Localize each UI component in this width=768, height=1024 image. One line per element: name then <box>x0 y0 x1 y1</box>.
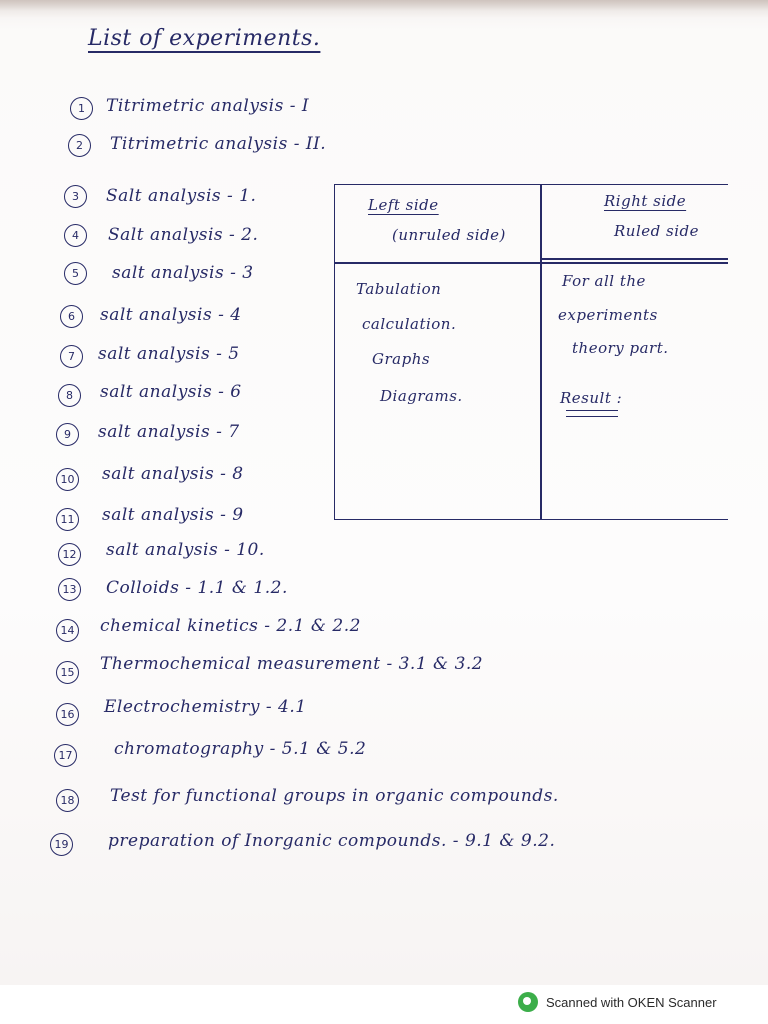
experiment-1: Titrimetric analysis - I <box>106 96 310 116</box>
experiment-13: Colloids - 1.1 & 1.2. <box>106 578 288 598</box>
left-item-calculation: calculation. <box>362 315 457 333</box>
scanner-watermark-text: Scanned with OKEN Scanner <box>546 994 717 1010</box>
experiment-18: Test for functional groups in organic compounds. <box>110 786 559 806</box>
item-number-18: 18 <box>56 789 79 812</box>
item-number-7: 7 <box>60 345 83 368</box>
right-line-2: experiments <box>558 306 658 324</box>
experiment-4: Salt analysis - 2. <box>108 225 259 245</box>
experiment-5: salt analysis - 3 <box>112 263 254 283</box>
experiment-7: salt analysis - 5 <box>98 344 240 364</box>
experiment-3: Salt analysis - 1. <box>106 186 257 206</box>
right-line-1: For all the <box>562 272 646 290</box>
experiment-8: salt analysis - 6 <box>100 382 242 402</box>
experiment-12: salt analysis - 10. <box>106 540 265 560</box>
table-left-header: Left side <box>368 196 439 214</box>
item-number-12: 12 <box>58 543 81 566</box>
left-item-tabulation: Tabulation <box>356 280 442 298</box>
scanner-watermark <box>518 991 717 1013</box>
experiment-16: Electrochemistry - 4.1 <box>104 697 307 717</box>
experiment-19: preparation of Inorganic compounds. - 9.1 & 9.2. <box>108 831 556 851</box>
item-number-3: 3 <box>64 185 87 208</box>
experiment-14: chemical kinetics - 2.1 & 2.2 <box>100 616 361 636</box>
oken-scanner-logo-icon <box>518 992 538 1012</box>
item-number-9: 9 <box>56 423 79 446</box>
table-left-subheader: (unruled side) <box>392 226 506 244</box>
table-header-underline <box>540 258 728 260</box>
item-number-13: 13 <box>58 578 81 601</box>
item-number-11: 11 <box>56 508 79 531</box>
item-number-5: 5 <box>64 262 87 285</box>
item-number-19: 19 <box>50 833 73 856</box>
experiment-17: chromatography - 5.1 & 5.2 <box>114 739 367 759</box>
item-number-8: 8 <box>58 384 81 407</box>
table-right-subheader: Ruled side <box>614 222 699 240</box>
experiment-15: Thermochemical measurement - 3.1 & 3.2 <box>100 654 484 674</box>
item-number-4: 4 <box>64 224 87 247</box>
page-title: List of experiments. <box>88 26 321 51</box>
right-line-3: theory part. <box>572 339 669 357</box>
result-double-underline <box>566 410 618 417</box>
item-number-15: 15 <box>56 661 79 684</box>
item-number-16: 16 <box>56 703 79 726</box>
left-item-graphs: Graphs <box>372 350 431 368</box>
experiment-6: salt analysis - 4 <box>100 305 242 325</box>
item-number-14: 14 <box>56 619 79 642</box>
page-edge-shadow <box>0 0 768 18</box>
item-number-1: 1 <box>70 97 93 120</box>
table-header-divider <box>334 262 728 264</box>
left-item-diagrams: Diagrams. <box>380 387 463 405</box>
experiment-10: salt analysis - 8 <box>102 464 244 484</box>
item-number-10: 10 <box>56 468 79 491</box>
right-result-label: Result : <box>560 389 623 407</box>
experiment-11: salt analysis - 9 <box>102 505 244 525</box>
item-number-6: 6 <box>60 305 83 328</box>
table-column-divider <box>540 184 542 520</box>
item-number-2: 2 <box>68 134 91 157</box>
experiment-2: Titrimetric analysis - II. <box>110 134 327 154</box>
table-right-header: Right side <box>604 192 687 210</box>
item-number-17: 17 <box>54 744 77 767</box>
experiment-9: salt analysis - 7 <box>98 422 240 442</box>
